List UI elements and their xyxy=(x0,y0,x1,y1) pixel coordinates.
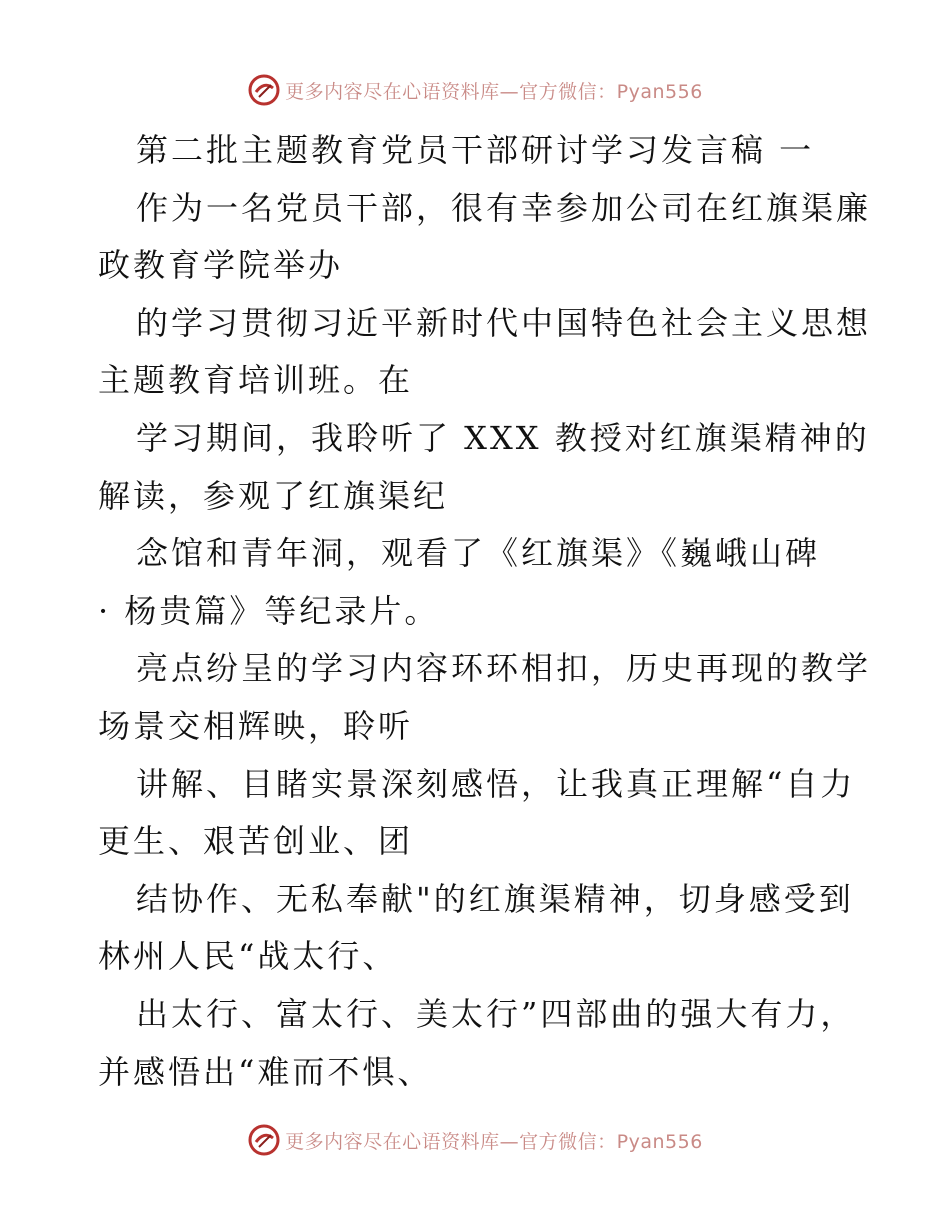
paragraph-line: 并感悟出“难而不惧、 xyxy=(98,1052,433,1091)
document-title: 第二批主题教育党员干部研讨学习发言稿 一 xyxy=(136,131,815,169)
watermark-text: 更多内容尽在心语资料库—官方微信：Pyan556 xyxy=(285,80,703,103)
paragraph-line: 结协作、无私奉献"的红旗渠精神，切身感受到 xyxy=(136,879,854,918)
paragraph-line: 讲解、目睹实景深刻感悟，让我真正理解“自力 xyxy=(136,764,856,803)
watermark-text: 更多内容尽在心语资料库—官方微信：Pyan556 xyxy=(285,1130,703,1153)
header-watermark-banner xyxy=(0,70,950,110)
paragraph-line: 的学习贯彻习近平新时代中国特色社会主义思想 xyxy=(136,303,872,342)
paragraph-line: 出太行、富太行、美太行”四部曲的强大有力， xyxy=(136,994,856,1033)
paragraph-line: 主题教育培训班。在 xyxy=(98,361,414,400)
paragraph-line: 亮点纷呈的学习内容环环相扣，历史再现的教学 xyxy=(136,649,872,688)
footer-watermark-banner xyxy=(0,1120,950,1160)
paragraph-line: 场景交相辉映，聆听 xyxy=(98,706,414,745)
seal-logo-icon xyxy=(247,1123,281,1157)
paragraph-line: 解读，参观了红旗渠纪 xyxy=(98,476,449,515)
paragraph-line: · 杨贵篇》等纪录片。 xyxy=(98,591,440,630)
paragraph-line: 政教育学院举办 xyxy=(98,246,344,285)
paragraph-line: 学习期间，我聆听了 XXX 教授对红旗渠精神的 xyxy=(136,418,870,457)
paragraph-line: 念馆和青年洞，观看了《红旗渠》《巍峨山碑 xyxy=(136,534,821,573)
paragraph-line: 林州人民“战太行、 xyxy=(98,937,398,976)
paragraph-line: 作为一名党员干部，很有幸参加公司在红旗渠廉 xyxy=(136,188,872,227)
seal-logo-icon xyxy=(247,73,281,107)
paragraph-line: 更生、艰苦创业、团 xyxy=(98,822,414,861)
document-body xyxy=(98,122,878,1101)
